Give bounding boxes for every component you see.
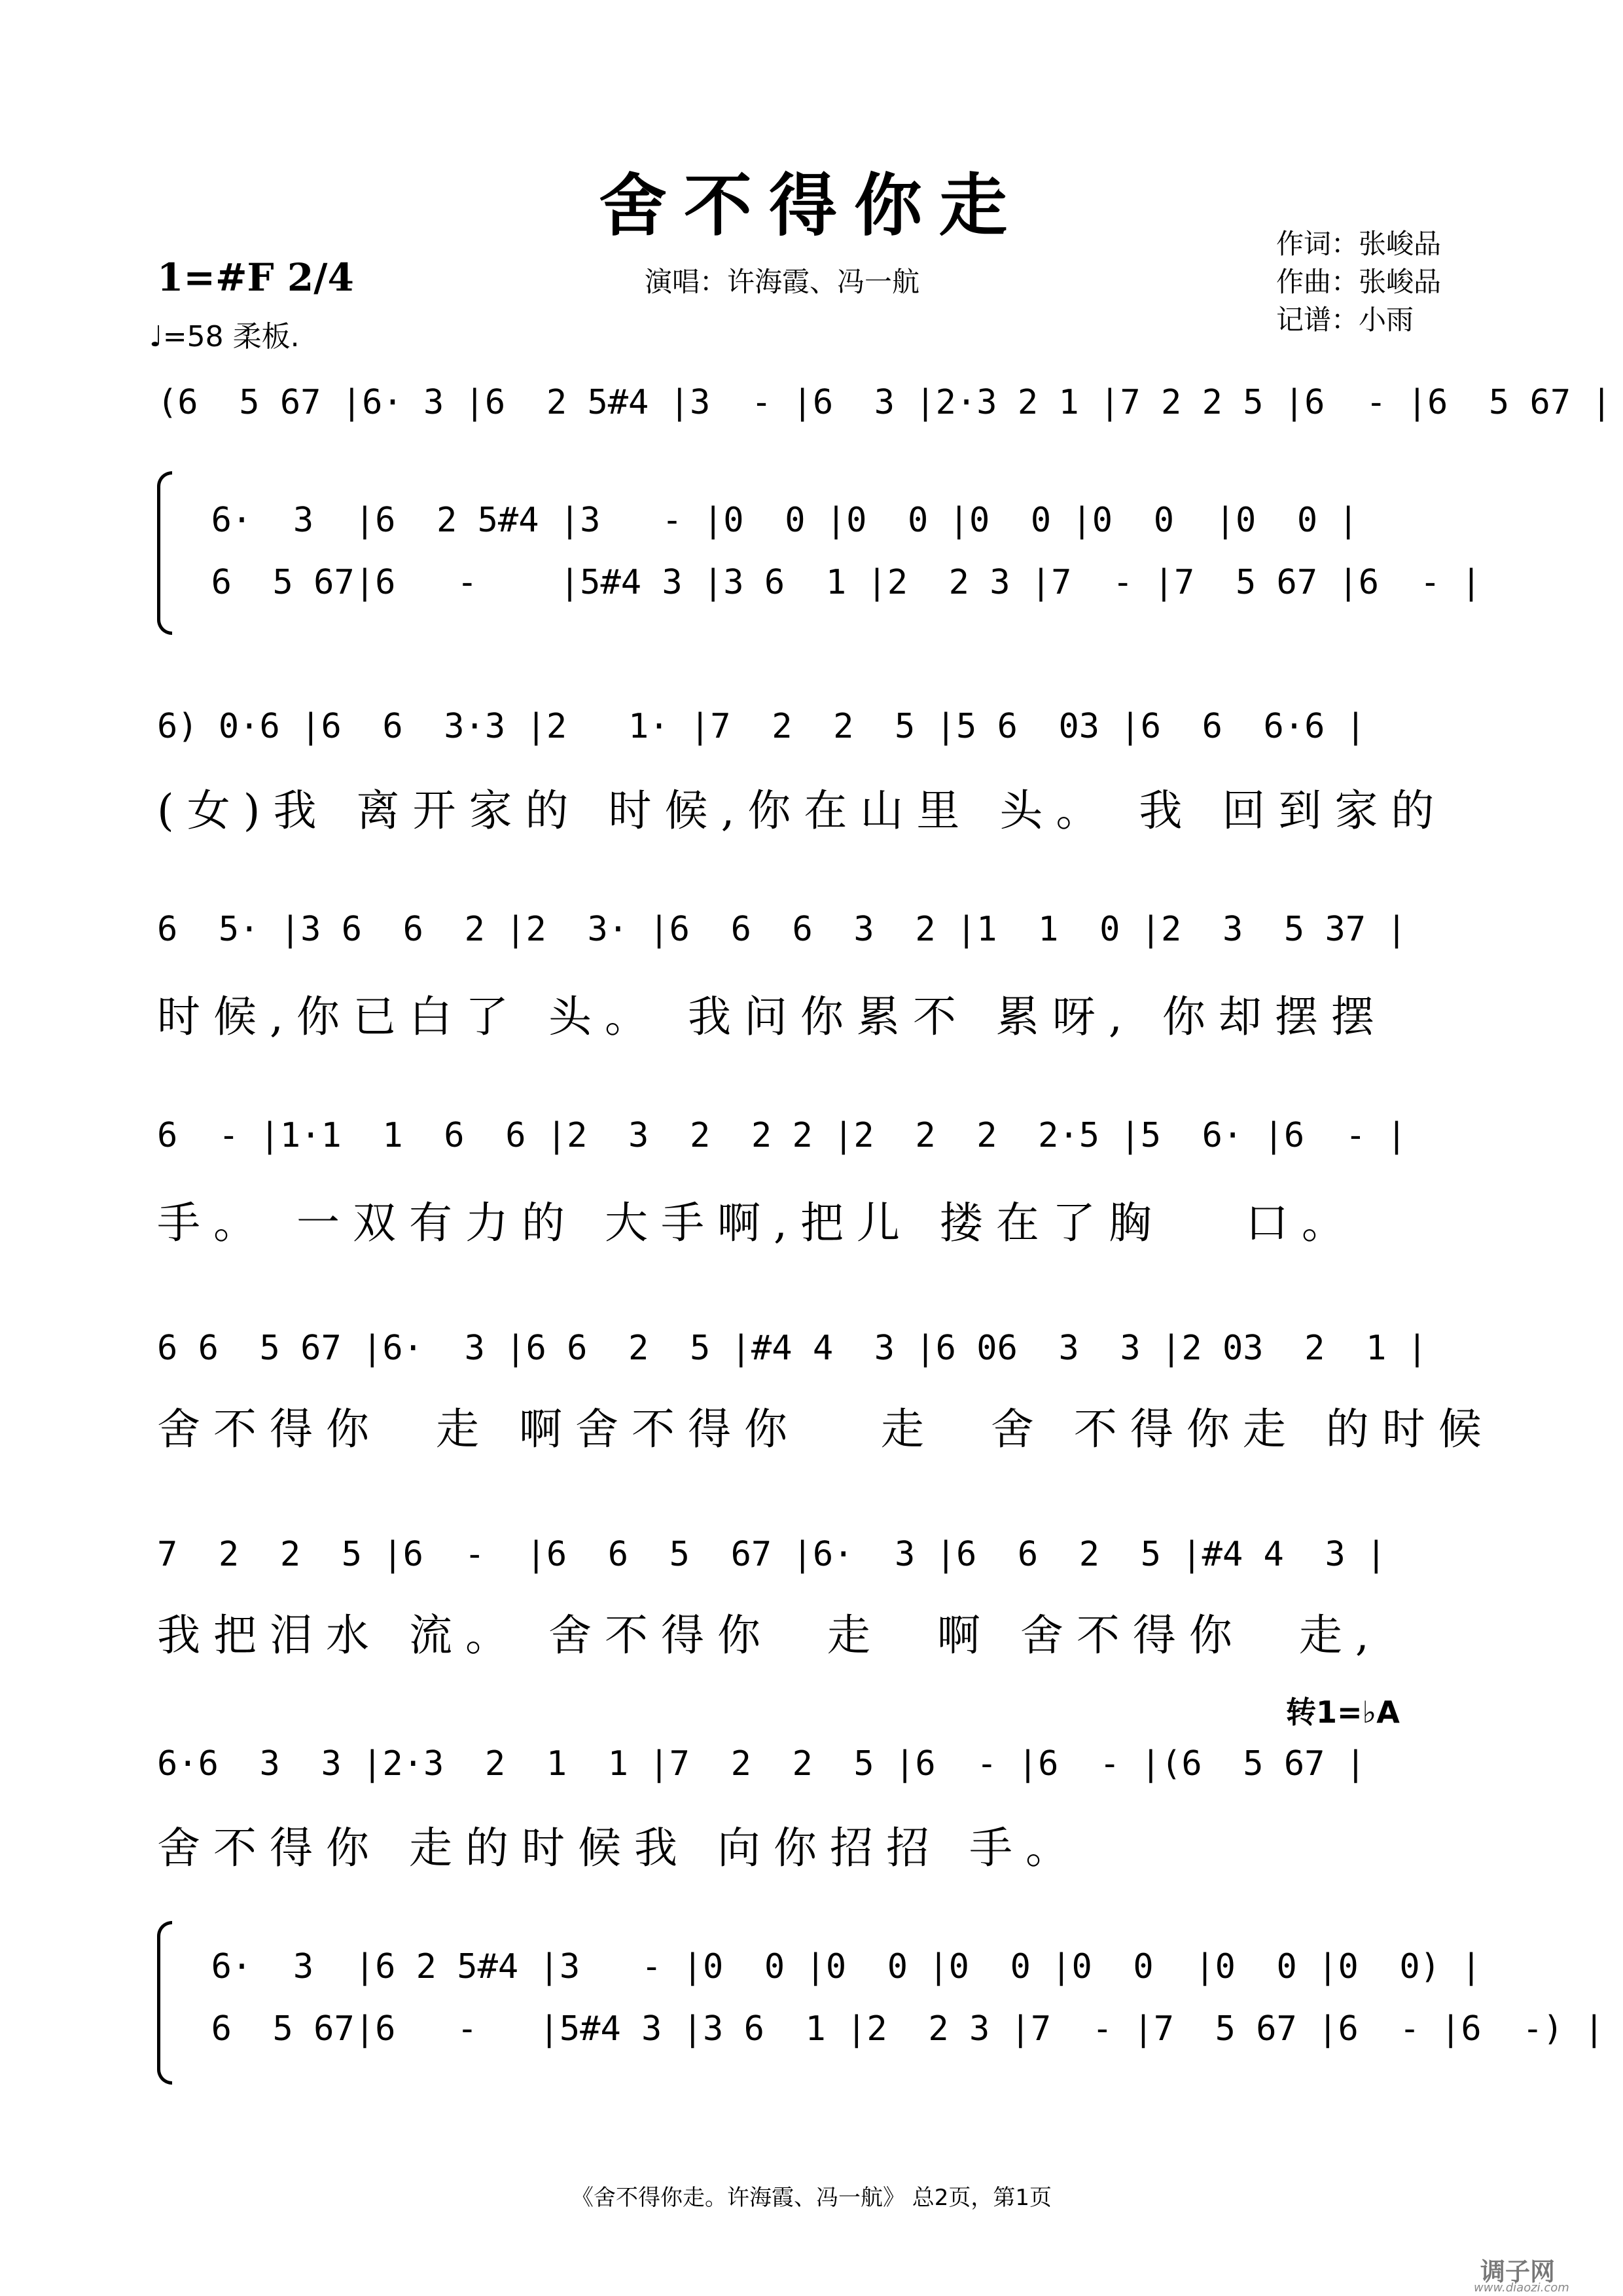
watermark-url: www.diaozi.com [1474,2281,1569,2295]
tempo-marking: ♩=58 柔板. [149,320,300,353]
notation-line-chorus-1: 6 6 5 67 |6· 3 |6 6 2 5 |#4 4 3 |6 06 3 3 |2 03 2 1 | [157,1329,1428,1368]
notation-line-verse-2: 6 5· |3 6 6 2 |2 3· |6 6 6 3 2 |1 1 0 |2 3 5 37 | [157,910,1407,949]
lyrics-line-6: 舍不得你 走的时候我 向你招招 手。 [157,1823,1082,1873]
notation-line-intro: (6 5 67 |6· 3 |6 2 5#4 |3 - |6 3 |2·3 2 1 |7 2 2 5 |6 - |6 5 67 | [157,383,1612,422]
lyrics-line-4: 舍不得你 走 啊舍不得你 走 舍 不得你走 的时候 [157,1404,1495,1454]
lyrics-line-5: 我把泪水 流。 舍不得你 走 啊 舍不得你 走, [157,1610,1382,1660]
notation-line-chorus-2: 7 2 2 5 |6 - |6 6 5 67 |6· 3 |6 6 2 5 |#4 4 3 | [157,1535,1387,1574]
lyrics-line-1: (女)我 离开家的 时候,你在山里 头。 我 回到家的 [157,785,1448,836]
notation-line-lower: 6 5 67|6 - |5#4 3 |3 6 1 |2 2 3 |7 - |7 5 67 |6 - | [170,563,1482,602]
page-footer: 《舍不得你走。许海霞、冯一航》 总2页，第1页 [571,2185,1052,2211]
system-bracket [157,471,172,635]
page-title: 舍不得你走 [598,165,1024,245]
watermark-logo: 调子网 [1480,2257,1556,2286]
lyrics-line-3: 手。 一双有力的 大手啊,把儿 搂在了胸 口。 [157,1198,1358,1248]
modulation-marking: 转1=♭A [1286,1695,1400,1730]
transcriber-credit: 记谱：小雨 [1276,304,1414,336]
lyrics-line-2: 时候,你已白了 头。 我问你累不 累呀, 你却摆摆 [157,992,1387,1042]
notation-line-outro-lower: 6 5 67|6 - |5#4 3 |3 6 1 |2 2 3 |7 - |7 5 67 |6 - |6 -) | [170,2009,1605,2049]
notation-line-upper: 6· 3 |6 2 5#4 |3 - |0 0 |0 0 |0 0 |0 0 |0 0 | [170,501,1359,540]
lyricist-credit: 作词：张峻品 [1276,228,1442,260]
composer-credit: 作曲：张峻品 [1276,266,1442,298]
notation-line-chorus-3: 6·6 3 3 |2·3 2 1 1 |7 2 2 5 |6 - |6 - |(6 5 67 | [157,1744,1366,1784]
notation-line-outro-upper: 6· 3 |6 2 5#4 |3 - |0 0 |0 0 |0 0 |0 0 |0 0 |0 0) | [170,1947,1482,1986]
notation-line-verse-1: 6) 0·6 |6 6 3·3 |2 1· |7 2 2 5 |5 6 03 |6 6 6·6 | [157,707,1366,746]
singers-credit: 演唱：许海霞、冯一航 [645,266,920,298]
key-signature: 1=#F 2/4 [157,255,354,300]
notation-line-verse-3: 6 - |1·1 1 6 6 |2 3 2 2 2 |2 2 2 2·5 |5 6· |6 - | [157,1116,1407,1155]
system-bracket-2 [157,1921,172,2085]
